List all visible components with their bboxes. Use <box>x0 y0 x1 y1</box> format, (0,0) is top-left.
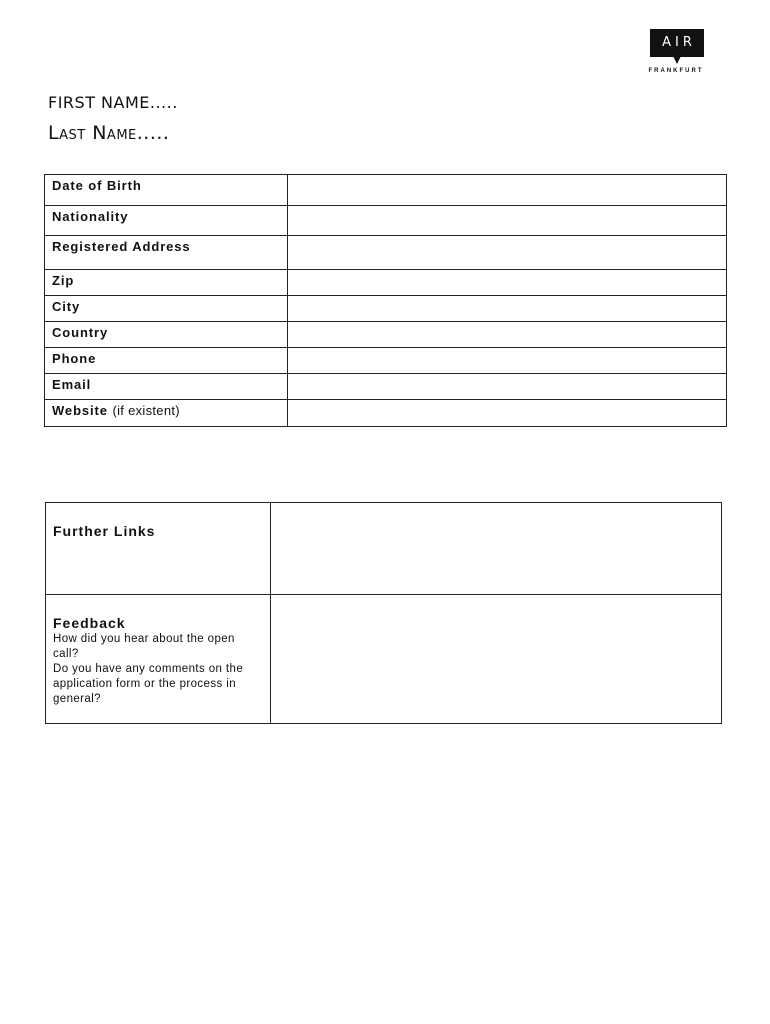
table-row <box>45 270 727 296</box>
feedback-question-1: How did you hear about the open call? <box>53 633 235 660</box>
email-field[interactable] <box>288 374 727 400</box>
nationality-field[interactable] <box>288 206 727 236</box>
feedback-question-2: Do you have any comments on the application form or the process in general? <box>53 663 244 705</box>
nationality-label: Nationality <box>45 206 288 236</box>
phone-field[interactable] <box>288 348 727 374</box>
table-row <box>45 236 727 270</box>
registered-address-label: Registered Address <box>45 236 288 270</box>
logo-subtitle: FRANKFURT <box>648 68 704 74</box>
email-label: Email <box>45 374 288 400</box>
table-row <box>45 175 727 206</box>
date-of-birth-field[interactable] <box>288 175 727 206</box>
table-row <box>45 374 727 400</box>
further-links-label: Further Links <box>53 523 156 539</box>
website-note: (if existent) <box>112 403 180 418</box>
date-of-birth-label: Date of Birth <box>45 175 288 206</box>
speech-bubble-pointer-icon <box>673 56 681 64</box>
further-links-field[interactable] <box>271 503 722 595</box>
country-label: Country <box>45 322 288 348</box>
feedback-label-cell <box>46 595 271 724</box>
air-frankfurt-logo <box>648 29 706 74</box>
feedback-label: Feedback <box>53 615 126 631</box>
table-row <box>46 595 722 724</box>
last-name-heading: Last Name..... <box>48 122 170 144</box>
country-field[interactable] <box>288 322 727 348</box>
table-row <box>45 348 727 374</box>
phone-label: Phone <box>45 348 288 374</box>
personal-details-table <box>44 174 727 427</box>
registered-address-field[interactable] <box>288 236 727 270</box>
feedback-field[interactable] <box>271 595 722 724</box>
table-row <box>45 322 727 348</box>
table-row <box>45 296 727 322</box>
website-label: Website (if existent) <box>45 400 288 427</box>
further-info-table <box>45 502 722 724</box>
city-label: City <box>45 296 288 322</box>
zip-label: Zip <box>45 270 288 296</box>
further-links-label-cell <box>46 503 271 595</box>
first-name-heading: FIRST NAME..... <box>48 93 178 112</box>
table-row <box>45 400 727 427</box>
website-field[interactable] <box>288 400 727 427</box>
table-row <box>46 503 722 595</box>
zip-field[interactable] <box>288 270 727 296</box>
logo-mark-text: AIR <box>662 35 696 50</box>
table-row <box>45 206 727 236</box>
speech-bubble-logo-mark <box>650 29 704 57</box>
city-field[interactable] <box>288 296 727 322</box>
